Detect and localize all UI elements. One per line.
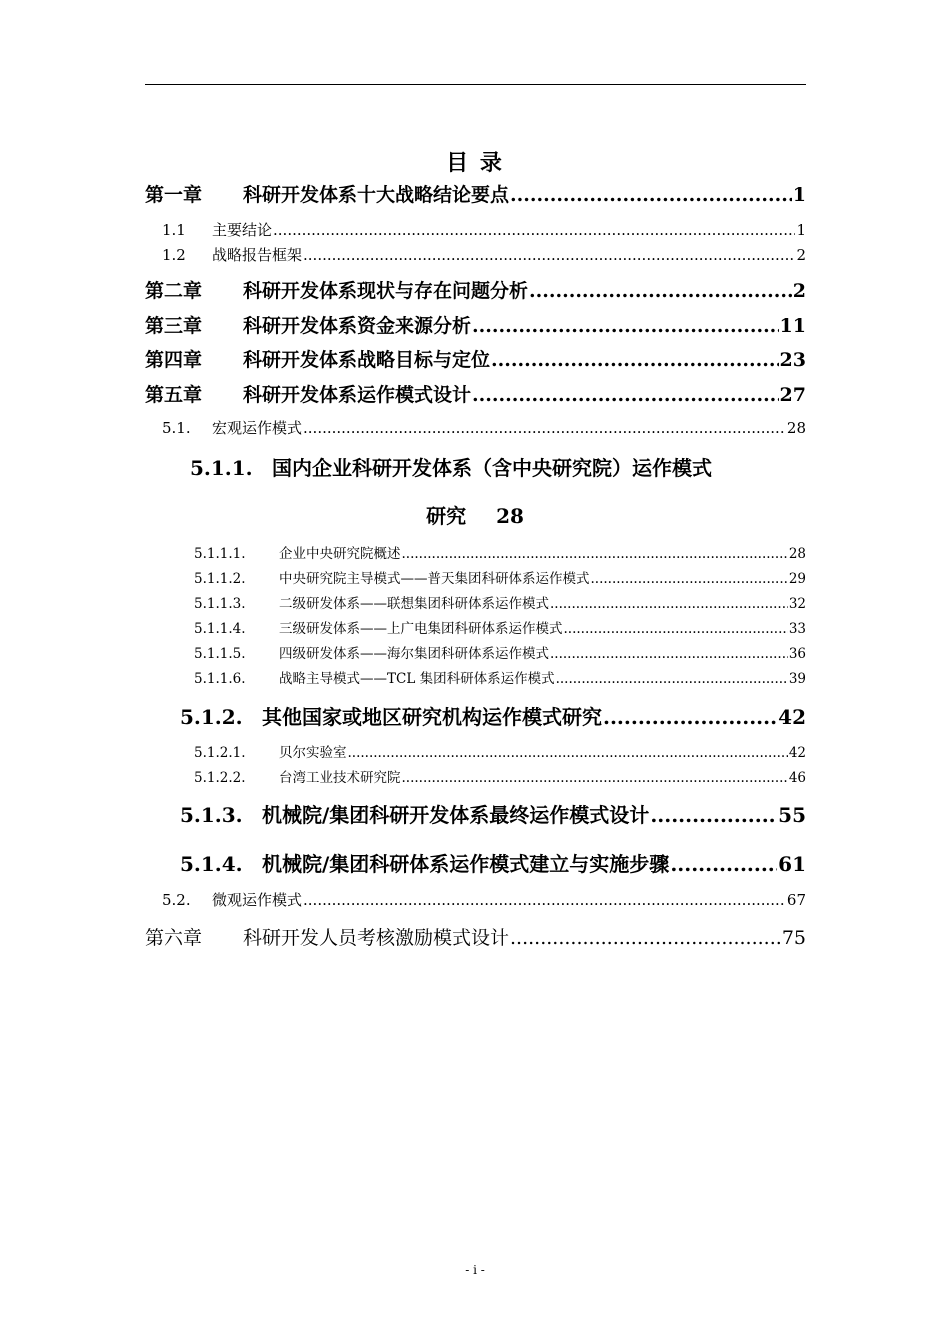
toc-entry-5-1-1[interactable] bbox=[190, 452, 712, 481]
toc-entry-5-1-1-1[interactable] bbox=[194, 542, 806, 562]
entry-number: 5.1.1.1. bbox=[194, 546, 246, 562]
entry-number: 第一章 bbox=[145, 184, 203, 206]
dot-leader bbox=[529, 280, 792, 302]
toc-entry-5-1-1-3[interactable] bbox=[194, 592, 806, 612]
entry-number: 第二章 bbox=[145, 280, 203, 302]
entry-number: 5.1.1. bbox=[190, 456, 253, 480]
entry-title: 战略报告框架 bbox=[212, 246, 303, 264]
dot-leader bbox=[510, 184, 792, 206]
dot-leader bbox=[564, 621, 788, 637]
entry-title-continued: 研究 bbox=[426, 504, 467, 528]
entry-number: 5.1.2. bbox=[180, 705, 243, 729]
dot-leader bbox=[273, 221, 795, 239]
toc-entry-5-1-2[interactable] bbox=[180, 701, 806, 730]
entry-title: 科研开发体系资金来源分析 bbox=[243, 315, 472, 337]
entry-page: 28 bbox=[496, 504, 524, 528]
entry-number: 第五章 bbox=[145, 384, 203, 406]
entry-number: 5.1.1.6. bbox=[194, 671, 246, 687]
dot-leader bbox=[402, 546, 788, 562]
entry-page: 1 bbox=[792, 184, 806, 206]
entry-number: 5.1.1.4. bbox=[194, 621, 246, 637]
entry-title: 国内企业科研开发体系（含中央研究院）运作模式 bbox=[272, 456, 712, 480]
entry-title: 宏观运作模式 bbox=[212, 419, 303, 437]
entry-number: 第四章 bbox=[145, 349, 203, 371]
entry-title: 四级研发体系——海尔集团科研体系运作模式 bbox=[279, 646, 549, 662]
entry-page: 39 bbox=[788, 671, 806, 687]
entry-number: 5.1. bbox=[162, 419, 191, 437]
entry-title: 主要结论 bbox=[212, 221, 273, 239]
dot-leader bbox=[510, 927, 781, 949]
entry-number: 5.1.2.2. bbox=[194, 770, 246, 786]
entry-title: 科研开发体系运作模式设计 bbox=[243, 384, 472, 406]
entry-title: 科研开发体系现状与存在问题分析 bbox=[243, 280, 529, 302]
toc-entry-1-2[interactable] bbox=[162, 244, 806, 265]
entry-title: 二级研发体系——联想集团科研体系运作模式 bbox=[279, 596, 549, 612]
dot-leader bbox=[550, 646, 788, 662]
entry-page: 32 bbox=[788, 596, 806, 612]
dot-leader bbox=[491, 349, 779, 371]
entry-page: 1 bbox=[796, 221, 806, 239]
entry-title: 科研开发人员考核激励模式设计 bbox=[243, 927, 510, 949]
entry-number: 5.1.3. bbox=[180, 803, 243, 827]
entry-title: 台湾工业技术研究院 bbox=[279, 770, 401, 786]
dot-leader bbox=[303, 891, 786, 909]
entry-title: 战略主导模式——TCL 集团科研体系运作模式 bbox=[279, 671, 555, 687]
entry-page: 42 bbox=[778, 705, 806, 729]
entry-page: 55 bbox=[778, 803, 806, 827]
toc-entry-ch3[interactable] bbox=[145, 311, 806, 338]
toc-entry-ch4[interactable] bbox=[145, 345, 806, 372]
dot-leader bbox=[650, 803, 777, 827]
entry-page: 29 bbox=[788, 571, 806, 587]
entry-number: 5.1.1.3. bbox=[194, 596, 246, 612]
toc-entry-5-1-1-2[interactable] bbox=[194, 567, 806, 587]
toc-entry-ch6[interactable] bbox=[145, 923, 806, 950]
toc-entry-5-2[interactable] bbox=[162, 889, 806, 910]
dot-leader bbox=[670, 852, 777, 876]
entry-title: 机械院/集团科研开发体系最终运作模式设计 bbox=[262, 803, 650, 827]
toc-entry-5-1-1-4[interactable] bbox=[194, 617, 806, 637]
entry-title: 三级研发体系——上广电集团科研体系运作模式 bbox=[279, 621, 563, 637]
toc-entry-1-1[interactable] bbox=[162, 219, 806, 240]
entry-title: 中央研究院主导模式——普天集团科研体系运作模式 bbox=[279, 571, 590, 587]
toc-entry-ch1[interactable] bbox=[145, 180, 806, 207]
page-number: - i - bbox=[465, 1263, 485, 1277]
dot-leader bbox=[472, 315, 779, 337]
toc-entry-5-1-1-continued[interactable] bbox=[0, 500, 950, 529]
toc-entry-5-1-4[interactable] bbox=[180, 848, 806, 877]
entry-title: 科研开发体系十大战略结论要点 bbox=[243, 184, 510, 206]
entry-title: 机械院/集团科研体系运作模式建立与实施步骤 bbox=[262, 852, 670, 876]
entry-number: 5.1.4. bbox=[180, 852, 243, 876]
entry-page: 75 bbox=[781, 927, 806, 949]
entry-number: 5.1.1.2. bbox=[194, 571, 246, 587]
entry-page: 67 bbox=[786, 891, 806, 909]
entry-title: 科研开发体系战略目标与定位 bbox=[243, 349, 491, 371]
entry-number: 1.1 bbox=[162, 221, 186, 239]
entry-title: 企业中央研究院概述 bbox=[279, 546, 401, 562]
dot-leader bbox=[556, 671, 788, 687]
dot-leader bbox=[303, 419, 786, 437]
toc-entry-5-1-1-6[interactable] bbox=[194, 667, 806, 687]
toc-entry-ch5[interactable] bbox=[145, 380, 806, 407]
entry-page: 27 bbox=[779, 384, 806, 406]
entry-page: 23 bbox=[779, 349, 806, 371]
entry-number: 第三章 bbox=[145, 315, 203, 337]
toc-entry-5-1-2-1[interactable] bbox=[194, 741, 806, 761]
toc-title: 目 录 bbox=[446, 150, 504, 176]
toc-entry-5-1-1-5[interactable] bbox=[194, 642, 806, 662]
entry-page: 11 bbox=[779, 315, 806, 337]
entry-page: 42 bbox=[788, 745, 806, 761]
entry-page: 46 bbox=[788, 770, 806, 786]
entry-number: 5.1.2.1. bbox=[194, 745, 246, 761]
entry-page: 2 bbox=[792, 280, 806, 302]
entry-number: 第六章 bbox=[145, 927, 203, 949]
entry-page: 2 bbox=[796, 246, 806, 264]
dot-leader bbox=[303, 246, 795, 264]
dot-leader bbox=[603, 705, 777, 729]
entry-page: 36 bbox=[788, 646, 806, 662]
entry-page: 28 bbox=[786, 419, 806, 437]
entry-title: 微观运作模式 bbox=[212, 891, 303, 909]
entry-title: 其他国家或地区研究机构运作模式研究 bbox=[262, 705, 602, 729]
dot-leader bbox=[402, 770, 788, 786]
entry-number: 5.2. bbox=[162, 891, 191, 909]
entry-number: 5.1.1.5. bbox=[194, 646, 246, 662]
toc-entry-5-1[interactable] bbox=[162, 417, 806, 438]
dot-leader bbox=[472, 384, 779, 406]
toc-entry-ch2[interactable] bbox=[145, 276, 806, 303]
entry-page: 61 bbox=[778, 852, 806, 876]
dot-leader bbox=[591, 571, 788, 587]
dot-leader bbox=[348, 745, 788, 761]
toc-entry-5-1-2-2[interactable] bbox=[194, 766, 806, 786]
toc-entry-5-1-3[interactable] bbox=[180, 799, 806, 828]
header-rule bbox=[145, 84, 806, 85]
entry-number: 1.2 bbox=[162, 246, 186, 264]
dot-leader bbox=[550, 596, 788, 612]
entry-page: 33 bbox=[788, 621, 806, 637]
entry-page: 28 bbox=[788, 546, 806, 562]
entry-title: 贝尔实验室 bbox=[279, 745, 347, 761]
